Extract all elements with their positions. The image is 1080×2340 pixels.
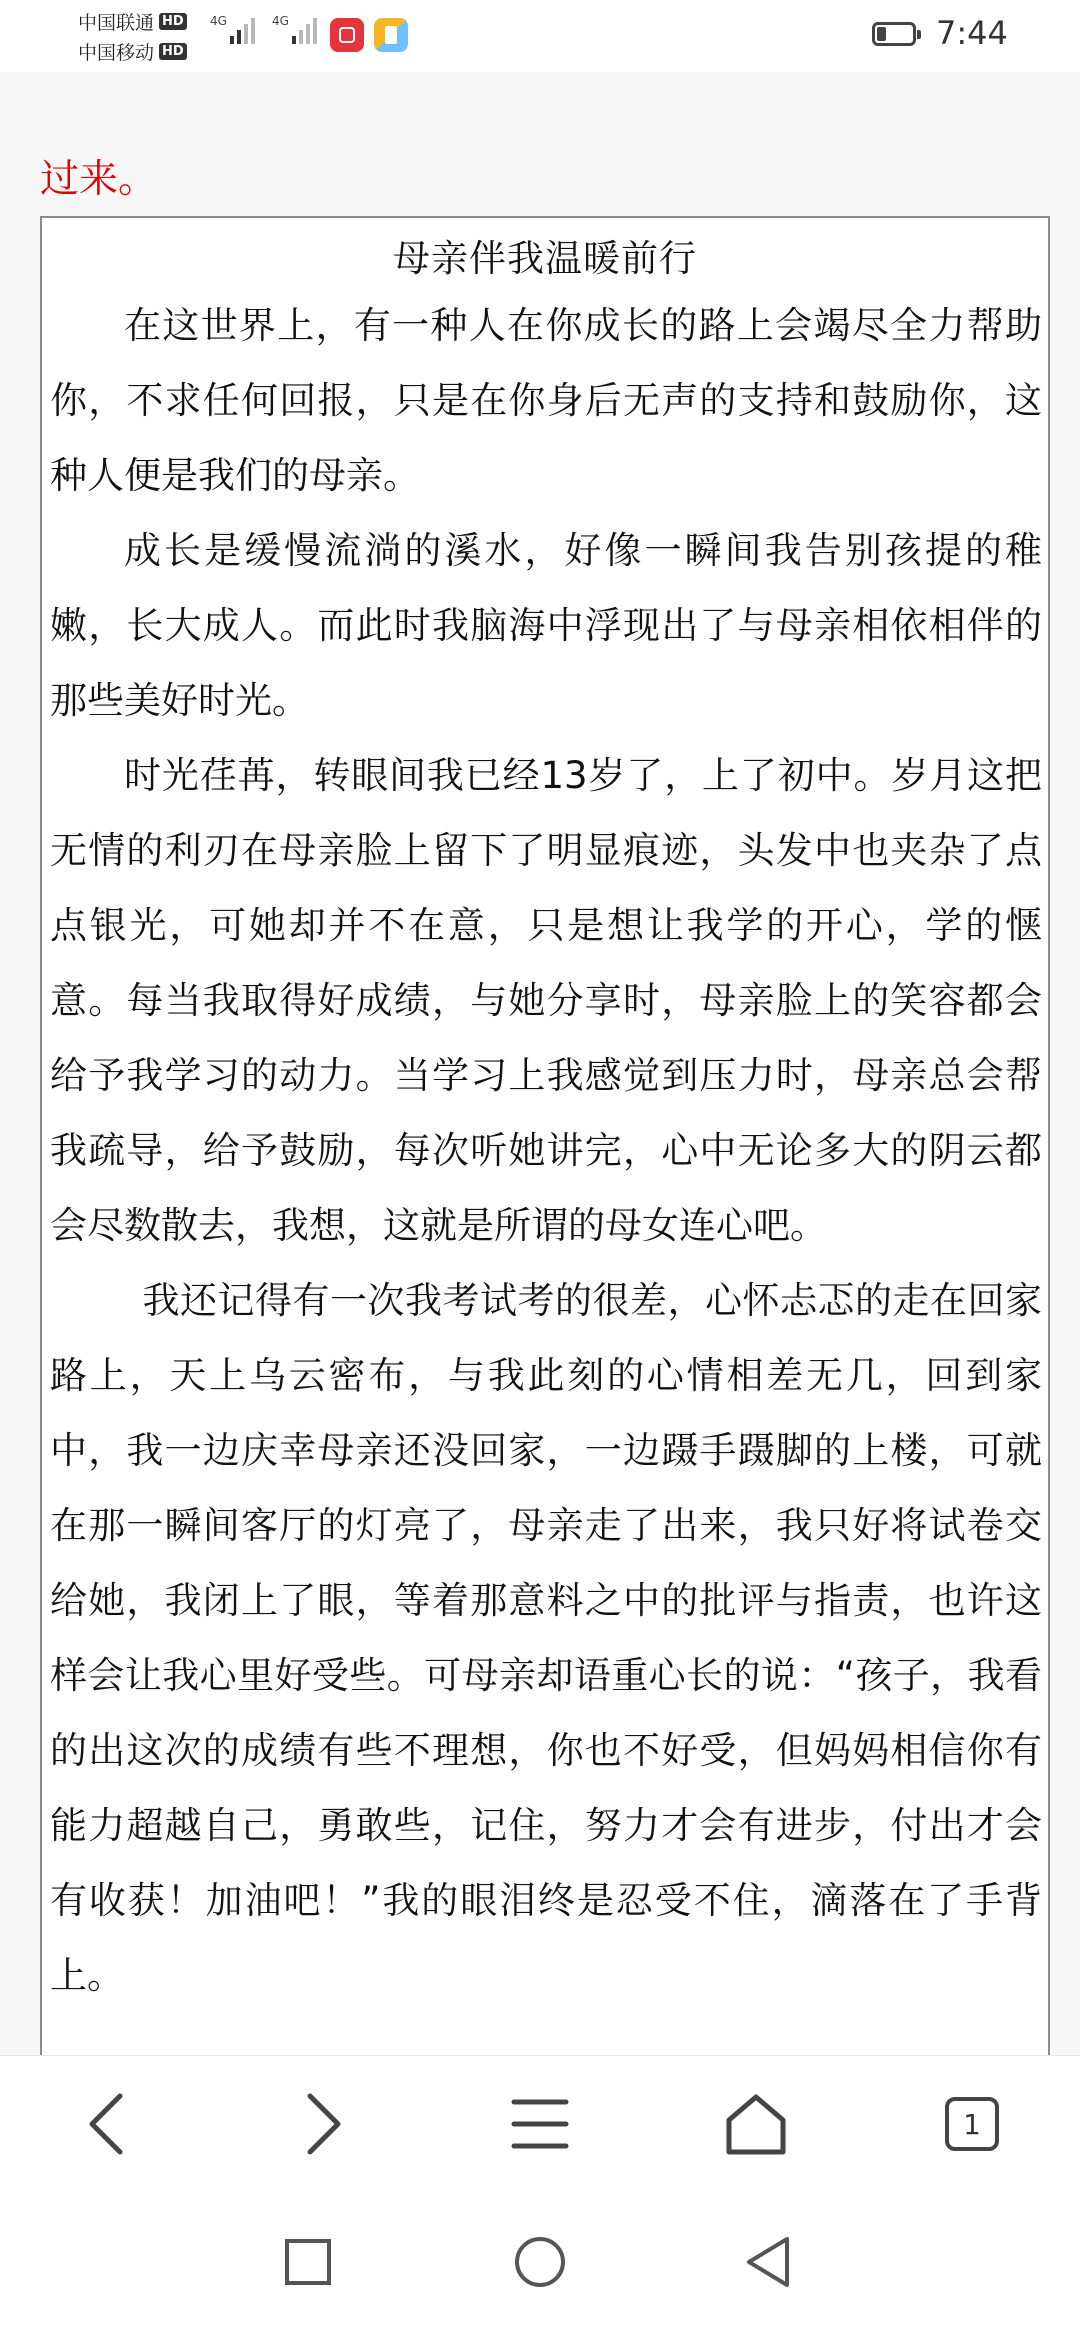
previous-text-tail: 过来。 <box>40 157 158 202</box>
tab-count-badge: 1 <box>945 2097 999 2151</box>
article-paragraph: 我还记得有一次我考试考的很差，心怀忐忑的走在回家路上，天上乌云密布，与我此刻的心情相差无几，回到家中，我一边庆幸母亲还没回家，一边蹑手蹑脚的上楼，可就在那一瞬间客厅的灯亮了，母亲走了出来，我只好将试卷交给她，我闭上了眼，等着那意料之中的批评与指责，也许这样会让我心里好受些。可母亲却语重心长的说：“孩子，我看的出这次的成绩有些不理想，你也不好受，但妈妈相信你有能力超越自己，勇敢些，记住，努力才会有进步，付出才会有收获！加油吧！”我的眼泪终是忍受不住，滴落在了手背上。 <box>50 1279 1042 1997</box>
home-button[interactable] <box>718 2086 794 2162</box>
battery-icon <box>872 22 916 46</box>
clock: 7:44 <box>936 14 1008 52</box>
triangle-back-icon <box>743 2235 793 2289</box>
browser-toolbar <box>0 2055 1080 2191</box>
status-bar <box>0 0 1080 72</box>
system-navigation-bar <box>0 2190 1080 2340</box>
recent-apps-button[interactable] <box>278 2232 338 2292</box>
network-type-label: 4G <box>272 14 289 28</box>
article-box <box>40 216 1050 2055</box>
carrier-2-name: 中国移动 <box>78 41 155 64</box>
carrier-info <box>78 6 187 66</box>
chevron-left-icon <box>86 2092 126 2156</box>
article-title: 母亲伴我温暖前行 <box>393 237 697 280</box>
article-paragraph: 在这世界上，有一种人在你成长的路上会竭尽全力帮助你，不求任何回报，只是在你身后无声的支持和鼓励你，这种人便是我们的母亲。 <box>50 304 1042 497</box>
network-type-label: 4G <box>210 14 227 28</box>
battery-level <box>877 27 886 41</box>
system-home-button[interactable] <box>510 2232 570 2292</box>
colorful-app-icon <box>374 18 408 52</box>
chevron-right-icon <box>304 2092 344 2156</box>
article-paragraph: 成长是缓慢流淌的溪水，好像一瞬间我告别孩提的稚嫩，长大成人。而此时我脑海中浮现出了与母亲相依相伴的那些美好时光。 <box>50 529 1042 722</box>
back-button[interactable] <box>68 2086 144 2162</box>
home-icon <box>723 2092 789 2156</box>
article-paragraph: 时光荏苒，转眼间我已经13岁了，上了初中。岁月这把无情的利刃在母亲脸上留下了明显痕迹，头发中也夹杂了点点银光，可她却并不在意，只是想让我学的开心，学的惬意。每当我取得好成绩，与她分享时，母亲脸上的笑容都会给予我学习的动力。当学习上我感觉到压力时，母亲总会帮我疏导，给予鼓励，每次听她讲完，心中无论多大的阴云都会尽数散去，我想，这就是所谓的母女连心吧。 <box>50 754 1042 1247</box>
shopping-app-icon <box>330 18 364 52</box>
signal-icon <box>210 14 258 44</box>
circle-icon <box>513 2235 567 2289</box>
menu-icon <box>510 2094 570 2154</box>
system-back-button[interactable] <box>738 2232 798 2292</box>
tabs-button[interactable] <box>934 2086 1010 2162</box>
menu-button[interactable] <box>502 2086 578 2162</box>
carrier-1-name: 中国联通 <box>78 11 155 34</box>
web-page-content[interactable] <box>0 72 1080 2055</box>
square-icon <box>284 2238 332 2286</box>
hd-badge: HD <box>159 43 187 60</box>
signal-icon <box>272 14 320 44</box>
article-body <box>42 288 1048 2013</box>
hd-badge: HD <box>159 13 187 30</box>
forward-button[interactable] <box>286 2086 362 2162</box>
